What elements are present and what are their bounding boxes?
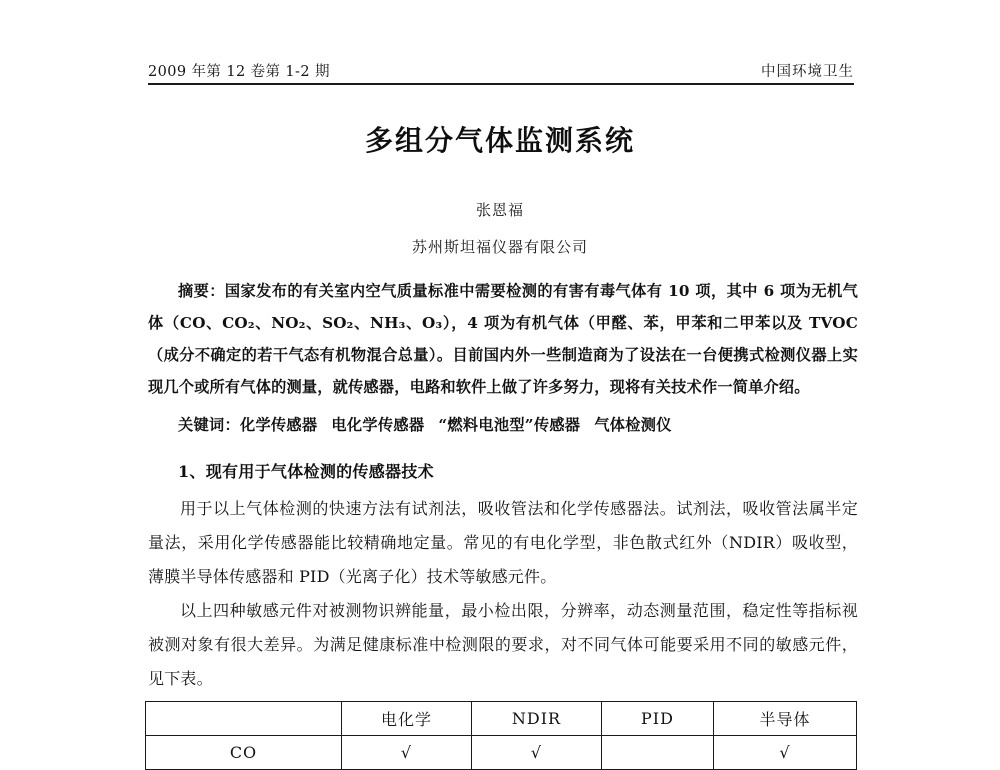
- table-header-cell-gas: [146, 702, 342, 736]
- table-header-cell-ndir: NDIR: [472, 702, 602, 736]
- keyword-item: 气体检测仪: [594, 416, 672, 434]
- table-header-cell-pid: PID: [602, 702, 714, 736]
- keyword-item: “燃料电池型”传感器: [438, 416, 581, 434]
- running-head-left: 2009 年第 12 卷第 1-2 期: [148, 64, 330, 80]
- author-name: 张恩福: [475, 201, 524, 219]
- abstract-paragraph: 摘要：国家发布的有关室内空气质量标准中需要检测的有害有毒气体有 10 项，其中 6 项为无机气体（CO、CO₂、NO₂、SO₂、NH₃、O₃），4 项为有机气体（甲醛、苯，甲苯和二甲苯以及 TVOC（成分不确定的若干气态有机物混合总量）。目前国内外一些制造商为了设法在一台便携式检测仪器上实现几个或所有气体的测量，就传感器，电路和软件上做了许多努力，现将有关技术作一简单介绍。: [148, 282, 858, 396]
- author-affiliation: 苏州斯坦福仪器有限公司: [411, 238, 588, 256]
- keyword-item: 化学传感器: [239, 416, 318, 434]
- keywords-line: [148, 412, 858, 438]
- table-cell-check: [602, 736, 714, 770]
- table-cell-check: √: [342, 736, 472, 770]
- table-header-cell-electrochemical: 电化学: [342, 702, 472, 736]
- table-row: [146, 736, 857, 770]
- running-head-right: 中国环境卫生: [761, 64, 854, 80]
- table-cell-check: √: [714, 736, 857, 770]
- table-header-row: [146, 702, 857, 736]
- keyword-item: 电化学传感器: [331, 416, 425, 434]
- body-paragraph-1: 用于以上气体检测的快速方法有试剂法，吸收管法和化学传感器法。试剂法，吸收管法属半定量法，采用化学传感器能比较精确地定量。常见的有电化学型，非色散式红外（NDIR）吸收型，薄膜半导体传感器和 PID（光离子化）技术等敏感元件。: [148, 499, 858, 586]
- header-rule: [148, 83, 854, 85]
- table-cell-gas-name: CO: [146, 736, 342, 770]
- keywords-label: 关键词：: [178, 416, 240, 434]
- section-heading-1: 1、现有用于气体检测的传感器技术: [178, 462, 434, 481]
- page-title: 多组分气体监测系统: [364, 124, 635, 157]
- table-header-cell-semiconductor: 半导体: [714, 702, 857, 736]
- running-head: [148, 60, 854, 81]
- body-paragraph-2: 以上四种敏感元件对被测物识辨能量，最小检出限，分辨率，动态测量范围，稳定性等指标视被测对象有很大差异。为满足健康标准中检测限的要求，对不同气体可能要采用不同的敏感元件，见下表。: [148, 601, 858, 688]
- table-cell-check: √: [472, 736, 602, 770]
